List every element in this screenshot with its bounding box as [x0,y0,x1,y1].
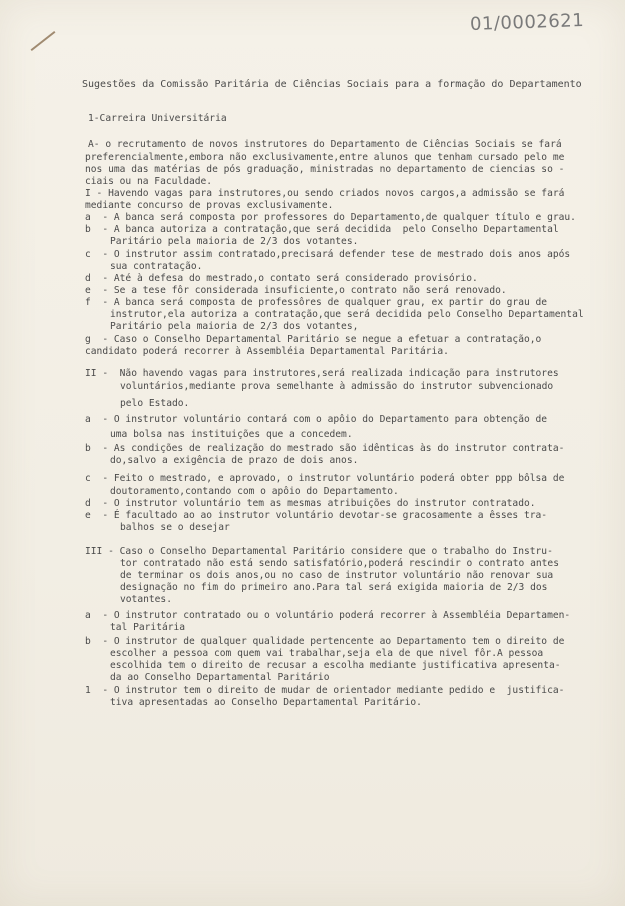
text-line: b - O instrutor de qualquer qualidade pertencente ao Departamento tem o direito de [85,636,565,647]
text-line: sua contratação. [110,261,203,272]
text-line: a - O instrutor voluntário contará com o apôio do Departamento para obtenção de [85,414,548,425]
text-line: III - Caso o Conselho Departamental Paritário considere que o trabalho do Instru- [85,546,553,557]
text-line: d - O instrutor voluntário tem as mesmas atribuições do instrutor contratado. [85,498,536,509]
text-line: doutoramento,contando com o apôio do Departamento. [110,486,399,497]
text-line: c - O instrutor assim contratado,precisará defender tese de mestrado dois anos após [85,249,571,260]
text-line: Paritário pela maioria de 2/3 dos votantes, [110,321,359,332]
text-line: a - O instrutor contratado ou o voluntário poderá recorrer à Assembléia Departamen- [85,610,571,621]
text-line: uma bolsa nas instituições que a concedem. [110,429,353,440]
text-line: 1 - O instrutor tem o direito de mudar de orientador mediante pedido e justifica- [85,685,565,696]
text-line: da ao Conselho Departamental Paritário [110,672,330,683]
text-line: f - A banca será composta de professôres de qualquer grau, ex partir do grau de [85,297,548,308]
text-line: mediante concurso de provas exclusivamente. [85,200,334,211]
text-line: tiva apresentadas ao Conselho Departamental Paritário. [110,697,422,708]
text-line: voluntários,mediante prova semelhante à admissão do instrutor subvencionado [120,381,554,392]
archive-code: 01/0002621 [469,10,585,35]
text-line: Paritário pela maioria de 2/3 dos votantes. [110,236,359,247]
text-line: designação no fim do primeiro ano.Para tal será exigida maioria de 2/3 dos [120,582,548,593]
text-line: do,salvo a exigência de prazo de dois anos. [110,455,359,466]
text-line: candidato poderá recorrer à Assembléia Departamental Paritária. [85,346,449,357]
text-line: nos uma das matérias de pós graduação, ministradas no departamento de ciencias so - [85,164,565,175]
text-line: tor contratado não está sendo satisfatório,poderá rescindir o contrato antes [120,558,559,569]
text-line: g - Caso o Conselho Departamental Paritário se negue a efetuar a contratação,o [85,334,542,345]
text-line: A- o recrutamento de novos instrutores do Departamento de Ciências Sociais se fará [88,139,562,150]
text-line: I - Havendo vagas para instrutores,ou sendo criados novos cargos,a admissão se fará [85,188,565,199]
pencil-mark [31,31,56,51]
text-line: preferencialmente,embora não exclusivamente,entre alunos que tenham cursado pelo me [85,152,565,163]
text-line: ciais ou na Faculdade. [85,176,213,187]
text-line: escolher a pessoa com quem vai trabalhar,seja ela de que nivel fôr.A pessoa [110,648,544,659]
text-line: II - Não havendo vagas para instrutores,será realizada indicação para instrutores [85,368,559,379]
section-heading: 1-Carreira Universitária [88,113,227,124]
text-line: tal Paritária [110,622,186,633]
text-line: b - As condições de realização do mestrado são idênticas às do instrutor contrata- [85,443,565,454]
text-line: instrutor,ela autoriza a contratação,que será decidida pelo Conselho Departamental [110,309,584,320]
text-line: de terminar os dois anos,ou no caso de instrutor voluntário não renovar sua [120,570,554,581]
text-line: e - É facultado ao ao instrutor voluntário devotar-se gracosamente a êsses tra- [85,510,548,521]
text-line: b - A banca autoriza a contratação,que será decidida pelo Conselho Departamental [85,224,559,235]
text-line: votantes. [120,594,172,605]
text-line: escolhida tem o direito de recusar a escolha mediante justificativa apresenta- [110,660,561,671]
document-title: Sugestões da Comissão Paritária de Ciências Sociais para a formação do Departamento [82,79,582,90]
text-line: c - Feito o mestrado, e aprovado, o instrutor voluntário poderá obter ppp bôlsa de [85,473,565,484]
text-line: balhos se o desejar [120,522,230,533]
text-line: d - Até à defesa do mestrado,o contato será considerado provisório. [85,273,478,284]
text-line: pelo Estado. [120,398,190,409]
text-line: e - Se a tese fôr considerada insuficiente,o contrato não será renovado. [85,285,507,296]
text-line: a - A banca será composta por professores do Departamento,de qualquer título e grau. [85,212,576,223]
